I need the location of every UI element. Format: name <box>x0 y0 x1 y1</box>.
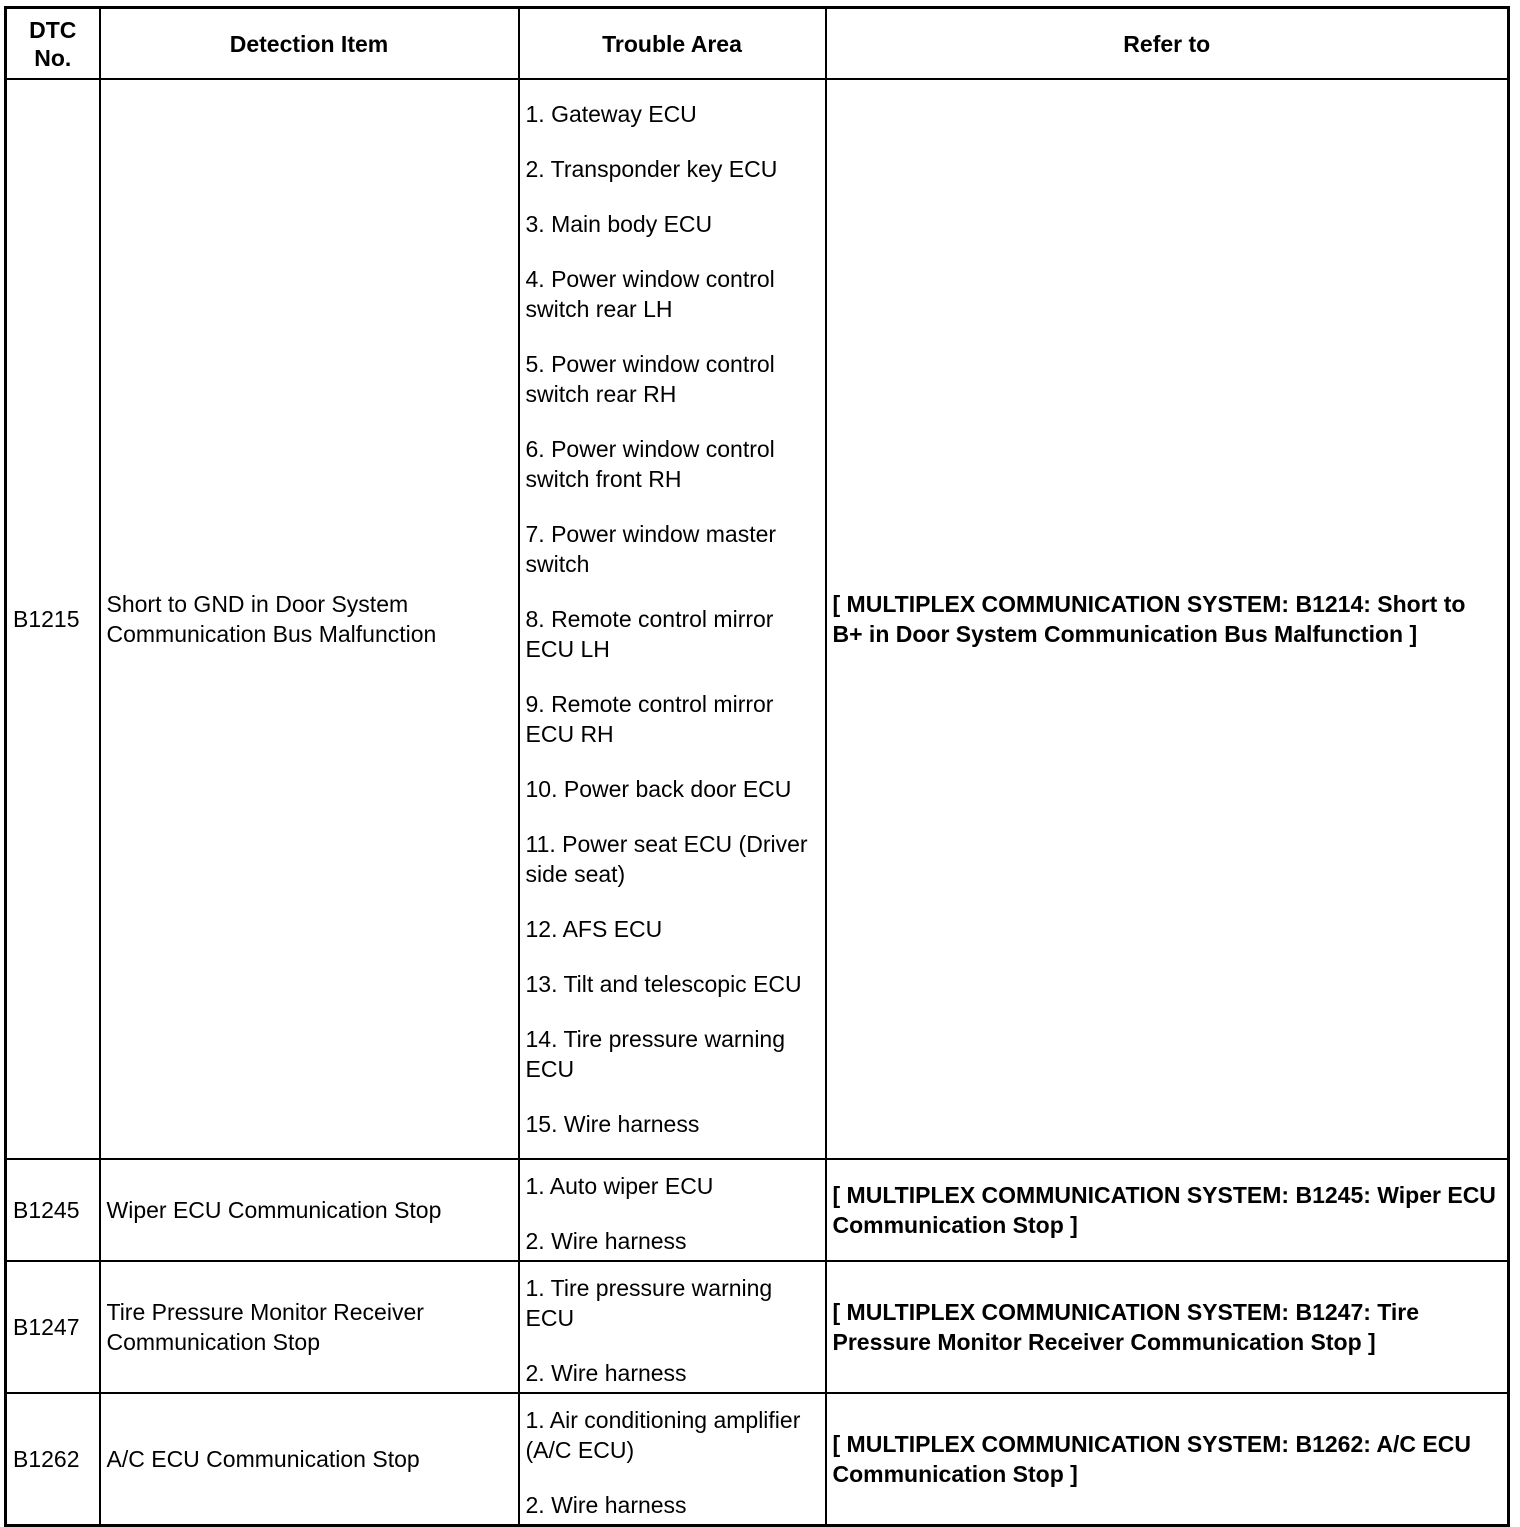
refer-to: [ MULTIPLEX COMMUNICATION SYSTEM: B1247: Tire Pressure Monitor Receiver Communication Stop ] <box>826 1261 1509 1393</box>
refer-to: [ MULTIPLEX COMMUNICATION SYSTEM: B1262: A/C ECU Communication Stop ] <box>826 1393 1509 1526</box>
header-trouble-area: Trouble Area <box>519 8 826 80</box>
trouble-item: 14. Tire pressure warning ECU <box>525 1026 786 1082</box>
trouble-item: 3. Main body ECU <box>525 211 713 237</box>
detection-item: Wiper ECU Communication Stop <box>100 1159 519 1261</box>
trouble-item: 2. Wire harness <box>525 1227 687 1254</box>
trouble-area <box>519 1261 826 1393</box>
trouble-item: 7. Power window master switch <box>525 521 777 577</box>
trouble-item: 1. Air conditioning amplifier (A/C ECU) <box>525 1406 801 1463</box>
dtc-table <box>4 6 1510 1527</box>
trouble-item: 1. Auto wiper ECU <box>525 1172 714 1199</box>
header-row <box>6 8 1509 80</box>
detection-item: A/C ECU Communication Stop <box>100 1393 519 1526</box>
trouble-item: 2. Transponder key ECU <box>525 156 778 182</box>
trouble-item: 5. Power window control switch rear RH <box>525 351 775 407</box>
refer-to: [ MULTIPLEX COMMUNICATION SYSTEM: B1245: Wiper ECU Communication Stop ] <box>826 1159 1509 1261</box>
detection-item: Tire Pressure Monitor Receiver Communication Stop <box>100 1261 519 1393</box>
trouble-item: 10. Power back door ECU <box>525 776 792 802</box>
trouble-item: 9. Remote control mirror ECU RH <box>525 691 774 747</box>
dtc-code: B1262 <box>6 1393 100 1526</box>
trouble-item: 4. Power window control switch rear LH <box>525 266 775 322</box>
dtc-code: B1215 <box>6 79 100 1159</box>
trouble-area <box>519 1393 826 1526</box>
table-row <box>6 1261 1509 1393</box>
trouble-item: 2. Wire harness <box>525 1359 687 1386</box>
header-dtc-no: DTC No. <box>6 8 100 80</box>
header-detection-item: Detection Item <box>100 8 519 80</box>
header-refer-to: Refer to <box>826 8 1509 80</box>
trouble-item: 12. AFS ECU <box>525 916 663 942</box>
table-row <box>6 79 1509 1159</box>
dtc-code: B1245 <box>6 1159 100 1261</box>
trouble-item: 13. Tilt and telescopic ECU <box>525 971 802 997</box>
trouble-item: 6. Power window control switch front RH <box>525 436 775 492</box>
trouble-item: 8. Remote control mirror ECU LH <box>525 606 774 662</box>
table-row <box>6 1159 1509 1261</box>
trouble-item: 1. Gateway ECU <box>525 101 697 127</box>
trouble-item: 2. Wire harness <box>525 1491 687 1518</box>
detection-item: Short to GND in Door System Communication Bus Malfunction <box>100 79 519 1159</box>
dtc-code: B1247 <box>6 1261 100 1393</box>
trouble-item: 11. Power seat ECU (Driver side seat) <box>525 831 808 887</box>
trouble-item: 15. Wire harness <box>525 1111 700 1137</box>
trouble-area <box>519 1159 826 1261</box>
table-row <box>6 1393 1509 1526</box>
trouble-area <box>519 79 826 1159</box>
refer-to: [ MULTIPLEX COMMUNICATION SYSTEM: B1214: Short to B+ in Door System Communication Bus Malfunction ] <box>826 79 1509 1159</box>
trouble-item: 1. Tire pressure warning ECU <box>525 1274 773 1331</box>
